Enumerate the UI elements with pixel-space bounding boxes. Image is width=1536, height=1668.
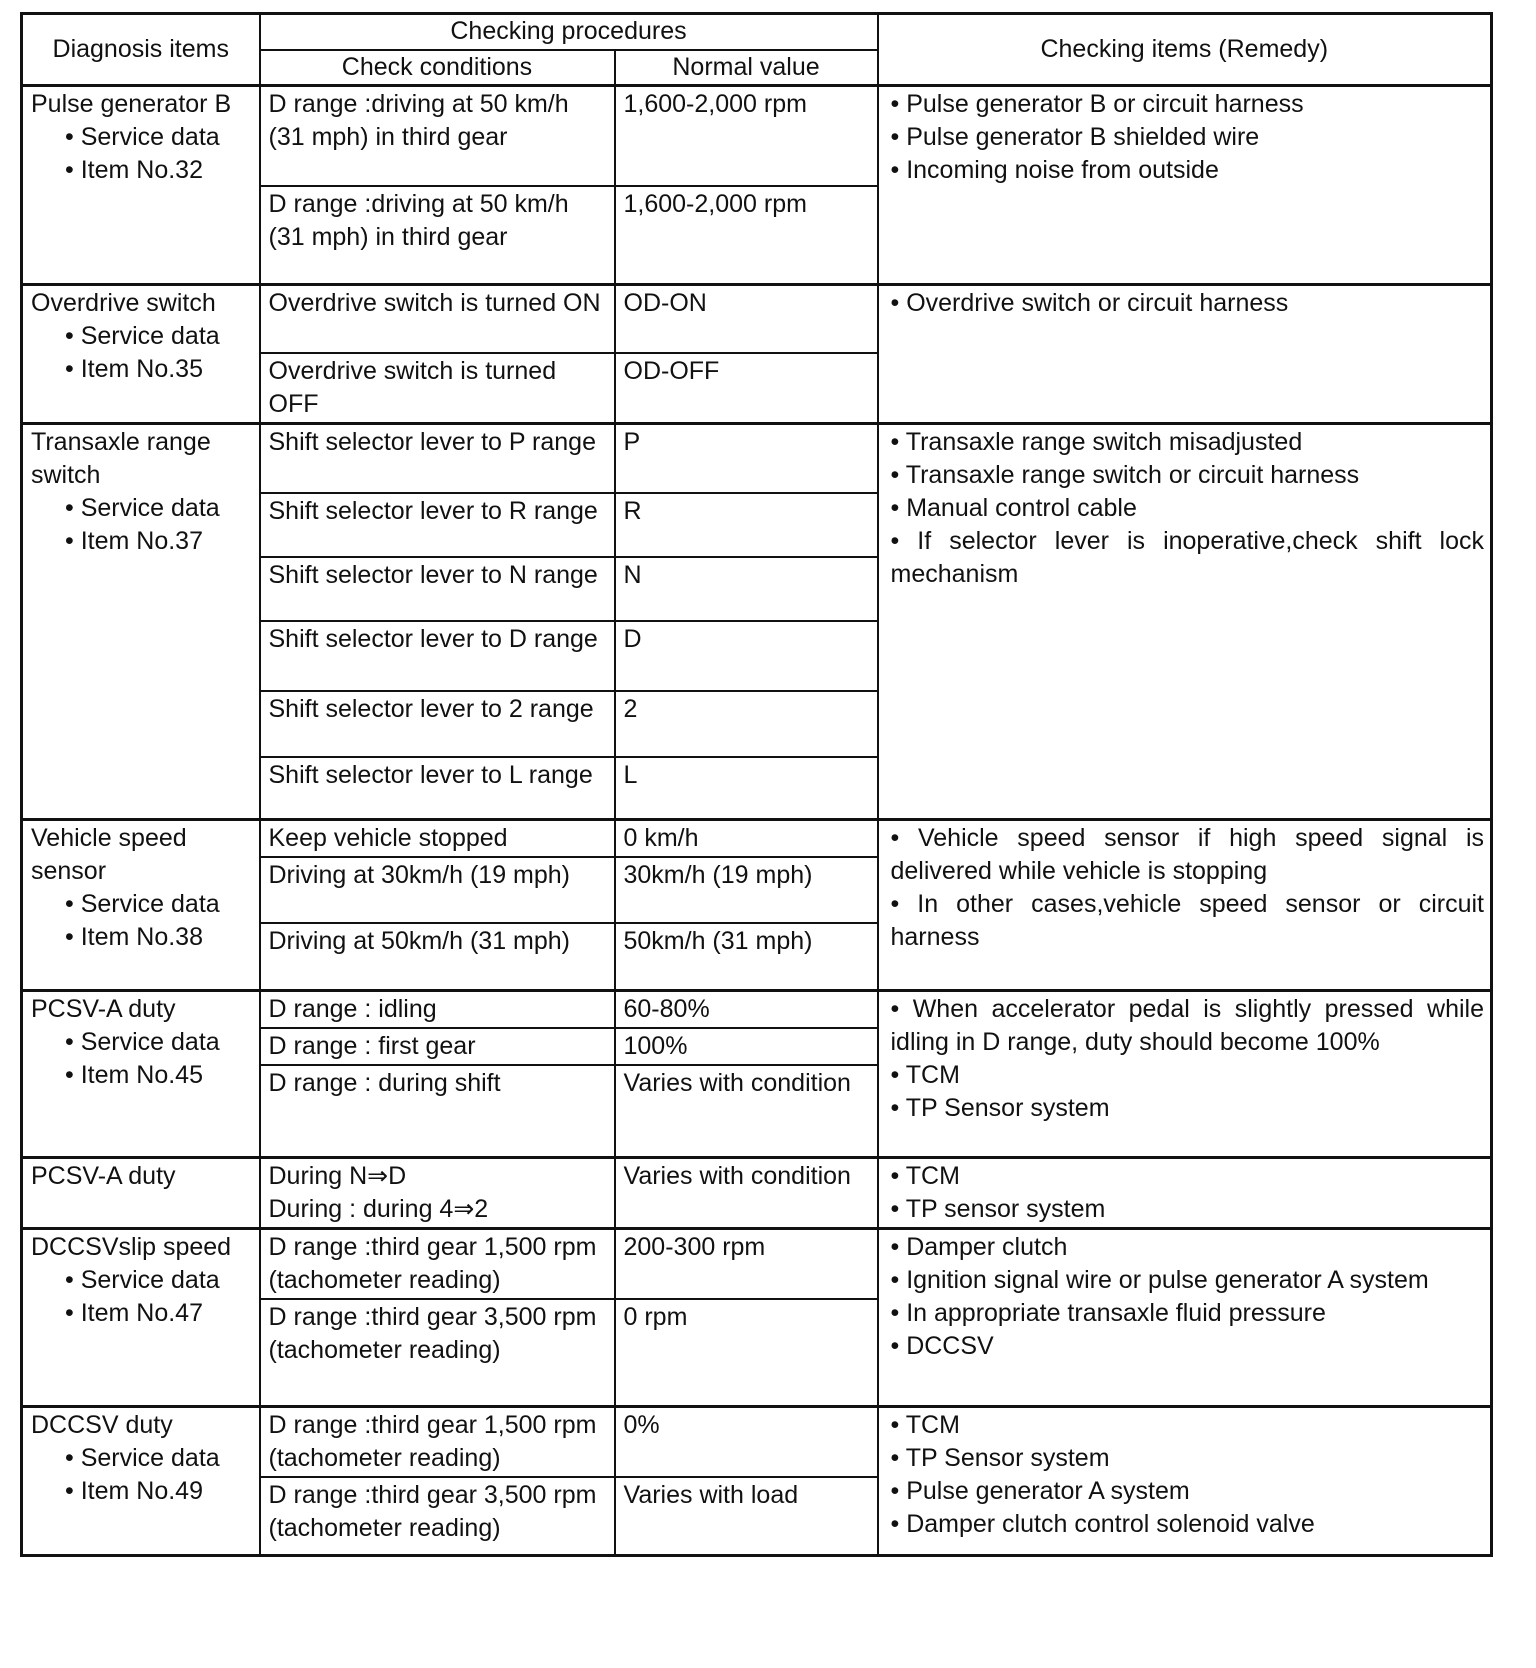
remedy-item: • Overdrive switch or circuit harness [890,289,1289,317]
normal-value-cell: R [615,493,878,557]
remedy-item: • Pulse generator A system [890,1477,1190,1505]
normal-value-cell: 1,600-2,000 rpm [615,186,878,285]
remedy-item: • Transaxle range switch misadjusted [890,427,1303,456]
diagnosis-group [22,991,1492,1158]
check-condition-text: D range : idling [268,995,437,1023]
check-condition-cell [260,285,615,353]
table-row [22,423,1492,493]
diagnosis-item-cell [22,423,260,819]
table-row [22,285,1492,353]
check-condition-cell [260,1065,615,1157]
diagnosis-item-cell [22,1228,260,1407]
remedy-item: • TP sensor system [890,1194,1106,1223]
diagnosis-item-detail: • Item No.32 [65,156,203,184]
normal-value-cell: 1,600-2,000 rpm [615,86,878,186]
remedy-cell [878,423,1492,819]
check-condition-text: Overdrive switch is turned OFF [268,356,557,418]
check-condition-cell [260,819,615,857]
diagnosis-item-title: Pulse generator B [31,90,232,118]
normal-value-cell: N [615,557,878,621]
diagnosis-item-detail: • Service data [65,322,220,350]
check-condition-cell [260,1299,615,1407]
table-header [22,14,1492,86]
check-condition-text: Shift selector lever to P range [268,427,596,456]
diagnosis-item-detail: • Item No.49 [65,1477,203,1505]
check-condition-text: D range :driving at 50 km/h (31 mph) in third gear [268,189,569,251]
diagnosis-item-detail: • Item No.45 [65,1061,203,1089]
table-row [22,1157,1492,1228]
diagnosis-item-detail: • Item No.47 [65,1298,203,1327]
diagnosis-item-cell [22,285,260,424]
remedy-item: • In appropriate transaxle fluid pressure [890,1298,1326,1327]
diagnosis-item-title: Overdrive switch [31,289,216,317]
normal-value-cell: P [615,423,878,493]
normal-value-cell: D [615,621,878,691]
remedy-item: • TCM [890,1061,960,1089]
normal-value-cell: Varies with condition [615,1065,878,1157]
table-row [22,86,1492,186]
normal-value-cell: 2 [615,691,878,757]
normal-value-cell: 0% [615,1407,878,1478]
diagnosis-item-title: Transaxle range switch [31,427,211,489]
normal-value-cell: 50km/h (31 mph) [615,923,878,991]
check-condition-cell [260,86,615,186]
remedy-item: • TCM [890,1161,960,1190]
remedy-cell [878,991,1492,1158]
check-condition-cell [260,991,615,1029]
diagnosis-group [22,423,1492,819]
diagnosis-item-title: Vehicle speed sensor [31,823,187,885]
normal-value-cell: 30km/h (19 mph) [615,857,878,923]
normal-value-cell: OD-OFF [615,353,878,424]
check-condition-text: D range :third gear 1,500 rpm (tachometer reading) [268,1232,597,1294]
diagnosis-item-detail: • Service data [65,1265,220,1294]
check-condition-text: Shift selector lever to L range [268,761,593,789]
check-condition-text: During N⇒D [268,1161,407,1190]
diagnosis-item-cell [22,991,260,1158]
diagnosis-item-cell [22,1407,260,1556]
check-condition-text: During : during 4⇒2 [268,1194,489,1223]
remedy-item: • DCCSV [890,1331,994,1360]
check-condition-cell [260,1157,615,1228]
normal-value-cell: 200-300 rpm [615,1228,878,1299]
remedy-item: • Damper clutch [890,1232,1068,1261]
check-condition-text: D range : first gear [268,1032,476,1060]
check-condition-text: Overdrive switch is turned ON [268,289,601,317]
diagnosis-item-cell [22,1157,260,1228]
check-condition-cell [260,923,615,991]
table-row [22,1407,1492,1478]
normal-value-cell: 0 rpm [615,1299,878,1407]
remedy-item: • Vehicle speed sensor if high speed signal is delivered while vehicle is stopping [890,823,1484,885]
header-normal-value: Normal value [615,50,878,86]
check-condition-cell [260,757,615,819]
diagnosis-item-detail: • Service data [65,1028,220,1056]
diagnosis-item-detail: • Item No.37 [65,526,203,555]
check-condition-cell [260,186,615,285]
check-condition-cell [260,1407,615,1478]
check-condition-text: Shift selector lever to R range [268,497,598,525]
remedy-cell [878,1228,1492,1407]
diagnosis-group [22,285,1492,424]
diagnosis-table [20,12,1493,1557]
remedy-cell [878,1407,1492,1556]
check-condition-cell [260,557,615,621]
diagnosis-item-detail: • Item No.38 [65,922,203,951]
check-condition-cell [260,1477,615,1555]
check-condition-text: D range :third gear 3,500 rpm (tachometer reading) [268,1302,597,1364]
diagnosis-item-cell [22,86,260,285]
diagnosis-item-detail: • Service data [65,493,220,522]
check-condition-text: Shift selector lever to N range [268,561,598,589]
check-condition-text: Driving at 50km/h (31 mph) [268,926,571,955]
remedy-item: • TP Sensor system [890,1444,1110,1472]
check-condition-text: Shift selector lever to 2 range [268,695,594,723]
diagnosis-group [22,86,1492,285]
header-checking-items-remedy: Checking items (Remedy) [878,14,1492,86]
remedy-cell [878,1157,1492,1228]
diagnosis-group [22,1157,1492,1228]
diagnosis-item-detail: • Service data [65,123,220,151]
remedy-cell [878,285,1492,424]
check-condition-cell [260,1028,615,1065]
remedy-item: • TP Sensor system [890,1094,1110,1122]
check-condition-text: Keep vehicle stopped [268,823,508,852]
remedy-cell [878,86,1492,285]
check-condition-cell [260,353,615,424]
check-condition-cell [260,621,615,691]
remedy-item: • Incoming noise from outside [890,156,1219,184]
diagnosis-item-title: PCSV-A duty [31,1161,176,1190]
diagnosis-item-title: DCCSVslip speed [31,1232,232,1261]
normal-value-cell: 100% [615,1028,878,1065]
diagnosis-group [22,819,1492,991]
normal-value-cell: OD-ON [615,285,878,353]
remedy-item: • Damper clutch control solenoid valve [890,1510,1315,1538]
check-condition-cell [260,493,615,557]
check-condition-cell [260,857,615,923]
remedy-item: • In other cases,vehicle speed sensor or circuit harness [890,889,1484,951]
check-condition-cell [260,423,615,493]
remedy-item: • TCM [890,1411,960,1439]
check-condition-text: Shift selector lever to D range [268,625,598,653]
check-condition-text: D range :third gear 3,500 rpm (tachometer reading) [268,1481,597,1542]
check-condition-text: D range :driving at 50 km/h (31 mph) in third gear [268,90,569,151]
table-row [22,819,1492,857]
diagnosis-group [22,1407,1492,1556]
normal-value-cell: Varies with condition [615,1157,878,1228]
header-checking-procedures: Checking procedures [260,14,878,50]
normal-value-cell: 60-80% [615,991,878,1029]
diagnosis-group [22,1228,1492,1407]
remedy-item: • Manual control cable [890,493,1137,522]
check-condition-text: D range : during shift [268,1069,501,1097]
diagnosis-item-detail: • Item No.35 [65,355,203,383]
table-row [22,991,1492,1029]
normal-value-cell: 0 km/h [615,819,878,857]
diagnosis-item-detail: • Service data [65,889,220,918]
header-diagnosis-items: Diagnosis items [22,14,260,86]
diagnosis-item-title: DCCSV duty [31,1411,173,1439]
check-condition-text: Driving at 30km/h (19 mph) [268,860,571,889]
check-condition-text: D range :third gear 1,500 rpm (tachometer reading) [268,1411,597,1472]
remedy-item: • Pulse generator B or circuit harness [890,90,1304,118]
remedy-item: • Transaxle range switch or circuit harness [890,460,1360,489]
diagnosis-item-detail: • Service data [65,1444,220,1472]
remedy-item: • If selector lever is inoperative,check shift lock mechanism [890,526,1484,588]
diagnosis-item-cell [22,819,260,991]
remedy-item: • Ignition signal wire or pulse generator A system [890,1265,1429,1294]
diagnosis-item-title: PCSV-A duty [31,995,176,1023]
table-row [22,1228,1492,1299]
remedy-cell [878,819,1492,991]
normal-value-cell: Varies with load [615,1477,878,1555]
check-condition-cell [260,1228,615,1299]
header-check-conditions: Check conditions [260,50,615,86]
remedy-item: • Pulse generator B shielded wire [890,123,1260,151]
check-condition-cell [260,691,615,757]
remedy-item: • When accelerator pedal is slightly pressed while idling in D range, duty should become 100% [890,995,1484,1056]
normal-value-cell: L [615,757,878,819]
